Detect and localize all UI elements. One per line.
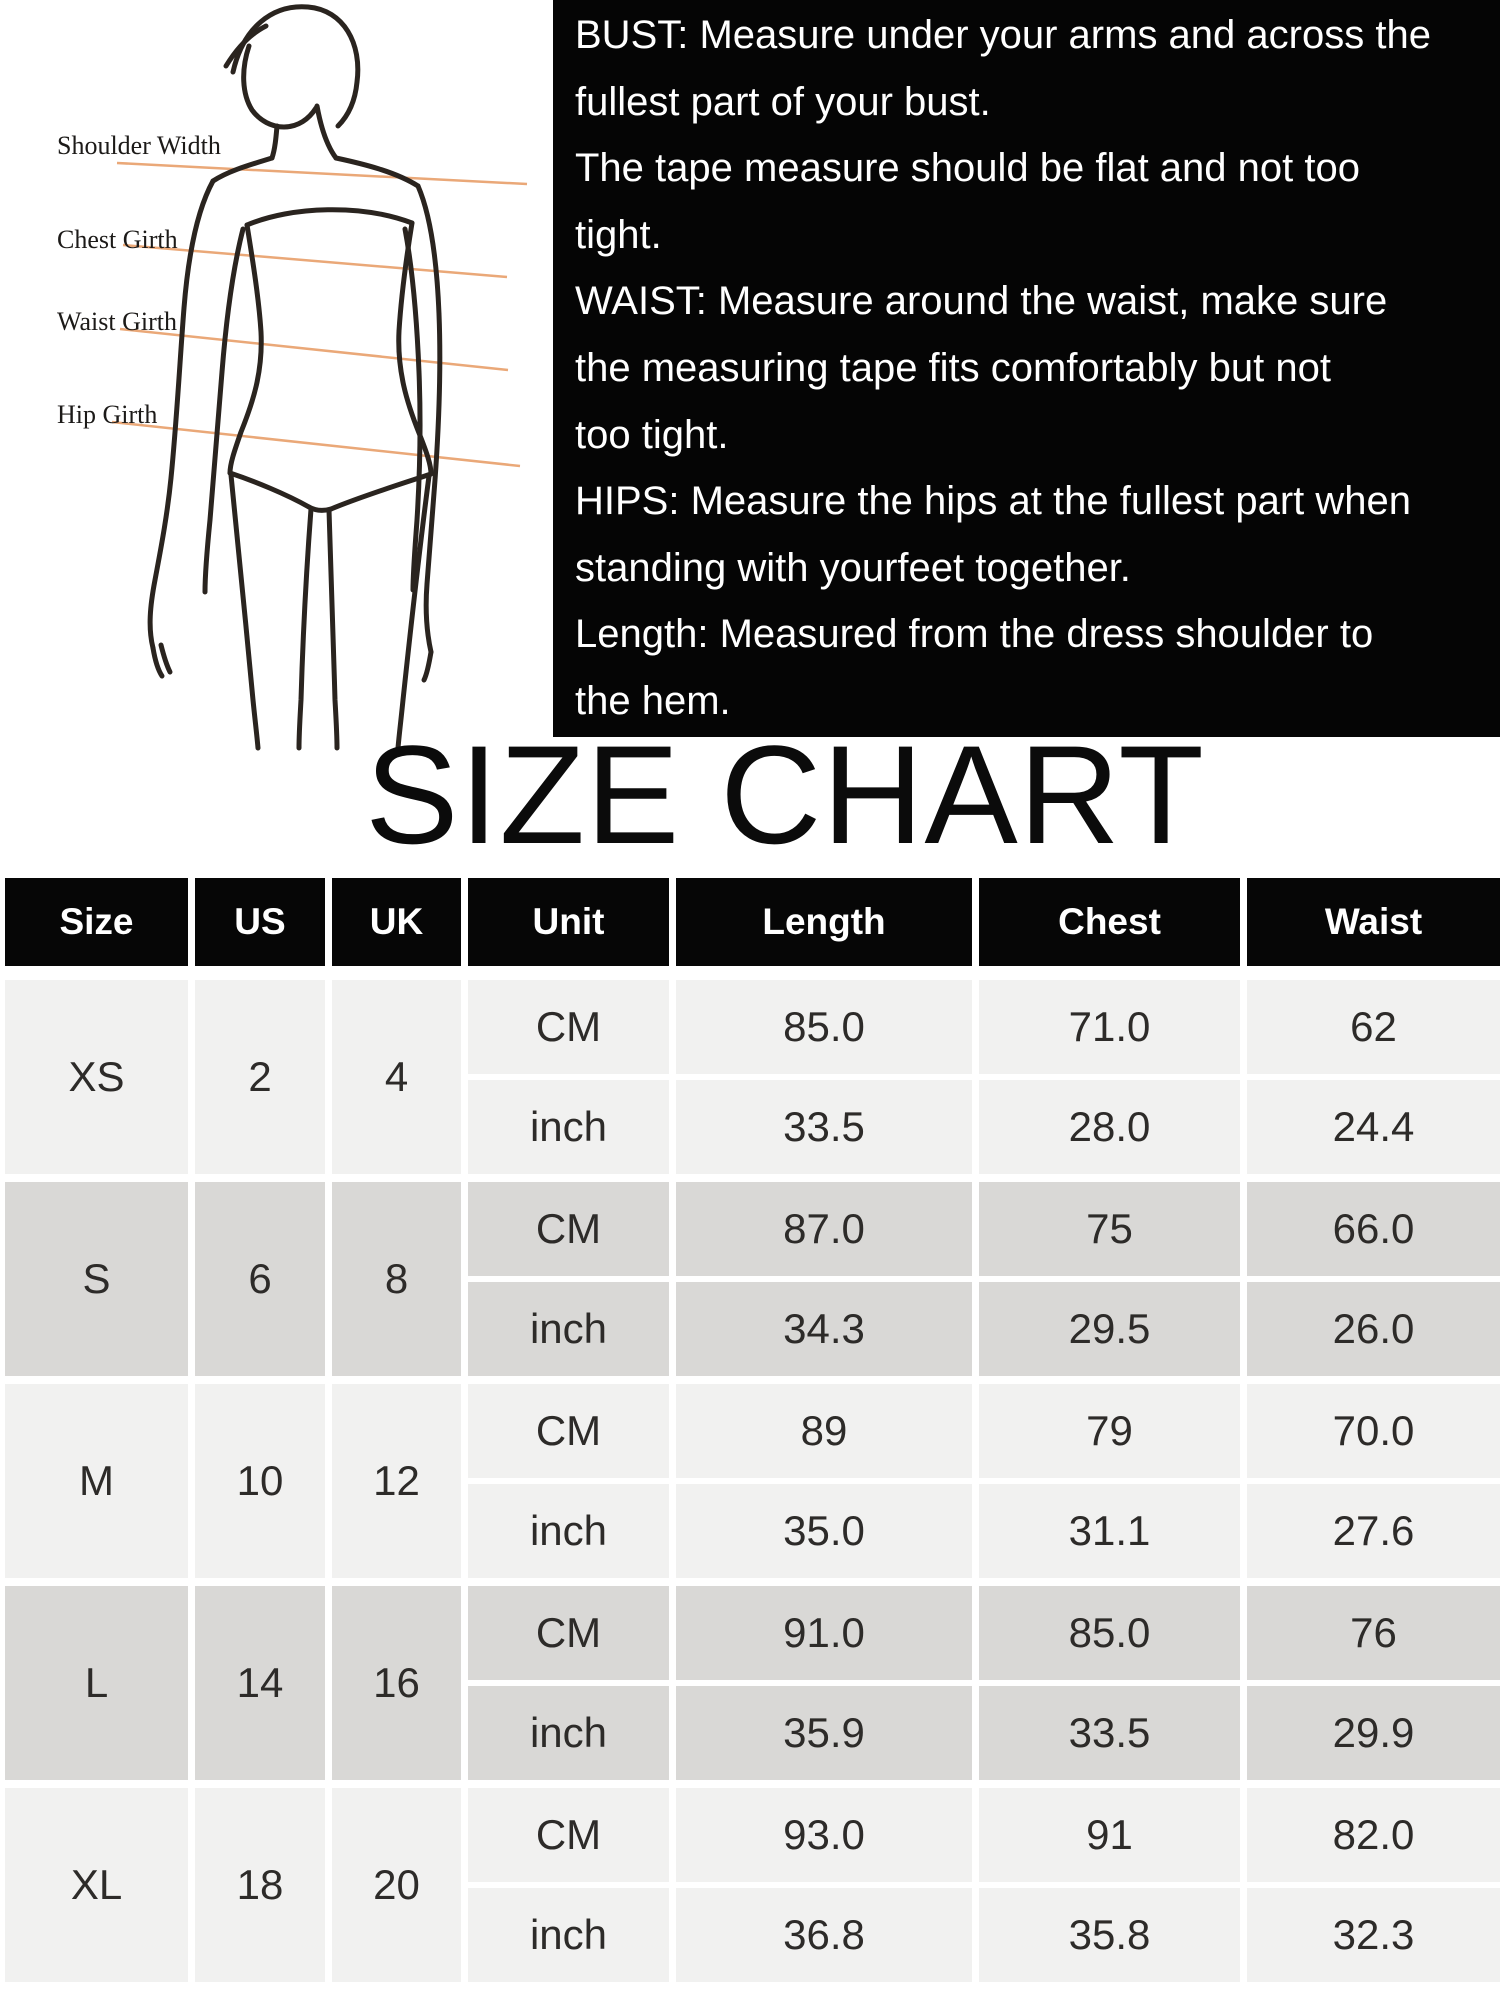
size-row-group-xl <box>5 1788 1500 1982</box>
uk-value: 8 <box>332 1182 461 1376</box>
uk-value: 20 <box>332 1788 461 1982</box>
size-value: L <box>5 1586 188 1780</box>
size-table <box>5 878 1500 1990</box>
size-row-group-xs <box>5 980 1500 1174</box>
header-waist: Waist <box>1247 878 1500 966</box>
label-chest-girth: Chest Girth <box>57 225 178 254</box>
length-cm: 85.0 <box>676 980 972 1074</box>
header-chest: Chest <box>979 878 1240 966</box>
instruction-line: fullest part of your bust. <box>575 79 991 124</box>
size-row-group-s <box>5 1182 1500 1376</box>
unit-cm: CM <box>468 1384 669 1478</box>
header-uk: UK <box>332 878 461 966</box>
unit-inch: inch <box>468 1282 669 1376</box>
waist-inch: 29.9 <box>1247 1686 1500 1780</box>
female-body-outline <box>150 7 440 748</box>
length-inch: 34.3 <box>676 1282 972 1376</box>
us-value: 2 <box>195 980 325 1174</box>
waist-cm: 76 <box>1247 1586 1500 1680</box>
label-hip-girth: Hip Girth <box>57 400 158 429</box>
unit-inch: inch <box>468 1686 669 1780</box>
chest-inch: 33.5 <box>979 1686 1240 1780</box>
chest-inch: 35.8 <box>979 1888 1240 1982</box>
unit-inch: inch <box>468 1888 669 1982</box>
unit-cm: CM <box>468 1182 669 1276</box>
size-table-header <box>5 878 1500 966</box>
size-row-group-l <box>5 1586 1500 1780</box>
instruction-line: tight. <box>575 212 662 257</box>
instruction-line: WAIST: Measure around the waist, make sure <box>575 279 1388 324</box>
waist-inch: 27.6 <box>1247 1484 1500 1578</box>
uk-value: 12 <box>332 1384 461 1578</box>
uk-value: 16 <box>332 1586 461 1780</box>
waist-inch: 24.4 <box>1247 1080 1500 1174</box>
chest-cm: 79 <box>979 1384 1240 1478</box>
page-title: SIZE CHART <box>365 716 1205 873</box>
unit-inch: inch <box>468 1484 669 1578</box>
us-value: 14 <box>195 1586 325 1780</box>
unit-inch: inch <box>468 1080 669 1174</box>
waist-cm: 62 <box>1247 980 1500 1074</box>
chest-cm: 71.0 <box>979 980 1240 1074</box>
length-cm: 93.0 <box>676 1788 972 1882</box>
instruction-line: the hem. <box>575 678 731 723</box>
size-value: XS <box>5 980 188 1174</box>
length-inch: 35.9 <box>676 1686 972 1780</box>
header-length: Length <box>676 878 972 966</box>
instruction-line: the measuring tape fits comfortably but not <box>575 345 1331 390</box>
length-inch: 35.0 <box>676 1484 972 1578</box>
chest-cm: 91 <box>979 1788 1240 1882</box>
us-value: 18 <box>195 1788 325 1982</box>
chest-inch: 28.0 <box>979 1080 1240 1174</box>
uk-value: 4 <box>332 980 461 1174</box>
length-cm: 87.0 <box>676 1182 972 1276</box>
label-waist-girth: Waist Girth <box>57 307 177 336</box>
us-value: 6 <box>195 1182 325 1376</box>
instruction-line: standing with yourfeet together. <box>575 545 1131 590</box>
size-value: M <box>5 1384 188 1578</box>
chest-inch: 31.1 <box>979 1484 1240 1578</box>
header-us: US <box>195 878 325 966</box>
length-inch: 36.8 <box>676 1888 972 1982</box>
length-inch: 33.5 <box>676 1080 972 1174</box>
waist-inch: 32.3 <box>1247 1888 1500 1982</box>
instruction-line: The tape measure should be flat and not too <box>575 146 1360 191</box>
length-cm: 89 <box>676 1384 972 1478</box>
instruction-line: too tight. <box>575 412 729 457</box>
body-figure-illustration <box>0 0 553 780</box>
instruction-line: HIPS: Measure the hips at the fullest part when <box>575 479 1411 524</box>
instruction-line: BUST: Measure under your arms and across the <box>575 13 1431 57</box>
length-cm: 91.0 <box>676 1586 972 1680</box>
header-size: Size <box>5 878 188 966</box>
chest-cm: 85.0 <box>979 1586 1240 1680</box>
unit-cm: CM <box>468 1788 669 1882</box>
measurement-instructions <box>553 0 1500 737</box>
waist-inch: 26.0 <box>1247 1282 1500 1376</box>
size-value: S <box>5 1182 188 1376</box>
us-value: 10 <box>195 1384 325 1578</box>
waist-cm: 70.0 <box>1247 1384 1500 1478</box>
waist-cm: 66.0 <box>1247 1182 1500 1276</box>
instruction-line: Length: Measured from the dress shoulder to <box>575 612 1374 657</box>
waist-cm: 82.0 <box>1247 1788 1500 1882</box>
chest-inch: 29.5 <box>979 1282 1240 1376</box>
label-shoulder-width: Shoulder Width <box>57 131 221 160</box>
measurement-diagram <box>0 0 553 780</box>
unit-cm: CM <box>468 980 669 1074</box>
chest-cm: 75 <box>979 1182 1240 1276</box>
size-row-group-m <box>5 1384 1500 1578</box>
header-unit: Unit <box>468 878 669 966</box>
size-value: XL <box>5 1788 188 1982</box>
unit-cm: CM <box>468 1586 669 1680</box>
